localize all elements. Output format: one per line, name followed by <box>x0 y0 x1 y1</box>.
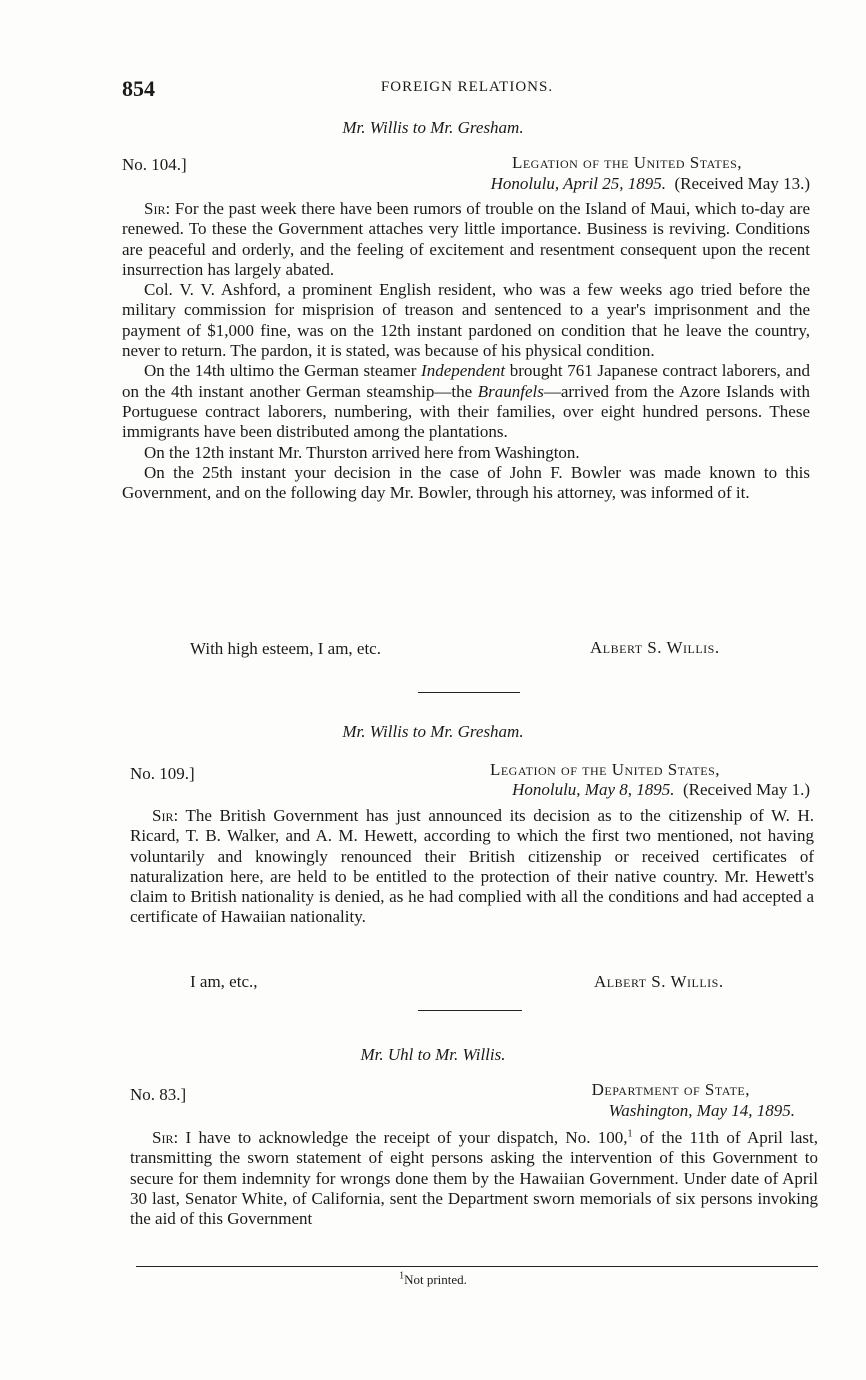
paragraph: Sir: The British Government has just announced its decision as to the citizenship of W. H. Ricard, T. B. Walker, and A. M. Hewett, according to which the first two mentioned, not having voluntarily and knowingly renounced their British citizenship or received certificates of naturalization here, are held to be entitled to the protection of their native country. Mr. Hewett's claim to British nationality is denied, as he had complied with all the conditions and had accepted a certificate of Hawaiian nationality. <box>130 806 814 927</box>
footnote-rule <box>136 1266 818 1267</box>
letter-3-body <box>130 1128 818 1229</box>
letter-1-closing: With high esteem, I am, etc. <box>190 639 381 658</box>
letter-1-number: No. 104.] <box>122 155 187 174</box>
letter-2-office: Legation of the United States, <box>489 760 720 779</box>
letter-1-dateline <box>300 174 810 194</box>
letter-1-signature: Albert S. Willis. <box>590 638 720 657</box>
salutation: Sir: <box>144 199 171 218</box>
page-header <box>122 76 812 106</box>
paragraph: Col. V. V. Ashford, a prominent English resident, who was a few weeks ago tried before the military commission for misprision of treason and sentenced to a year's imprisonment and the payment of $1,000 fine, was on the 12th instant pardoned on condition that he leave the country, never to return. The pardon, it is stated, was because of his physical condition. <box>122 280 810 361</box>
letter-2-place-date: Honolulu, May 8, 1895. <box>512 780 675 799</box>
letter-1-body <box>122 199 810 503</box>
paragraph: Sir: I have to acknowledge the receipt of your dispatch, No. 100,$^1$ of the 11th of April last, transmitting the sworn statement of eight persons asking the intervention of this Government to secure for them indemnity for wrongs done them by the Hawaiian Government. Under date of April 30 last, Senator White, of California, sent the Department sworn memorials of six persons invoking the aid of this Government <box>130 1128 819 1229</box>
letter-3-heading: Mr. Uhl to Mr. Willis. <box>360 1045 506 1064</box>
letter-3-dateline <box>450 1101 795 1121</box>
salutation: Sir: <box>152 1128 179 1147</box>
letter-3-place-date: Washington, May 14, 1895. <box>608 1101 795 1120</box>
letter-1-office: Legation of the United States, <box>511 153 742 172</box>
letter-1-place-date: Honolulu, April 25, 1895. <box>490 174 667 193</box>
divider <box>418 692 520 693</box>
letter-2-number: No. 109.] <box>130 764 195 783</box>
divider <box>418 1010 522 1011</box>
paragraph: Sir: For the past week there have been rumors of trouble on the Island of Maui, which to-day are renewed. To these the Government attaches very little importance. Business is reviving. Conditions are peaceful and orderly, and the feeling of excitement and resentment consequent upon the recent insurrection has largely abated. <box>122 199 811 279</box>
footnote-text: Not printed. <box>404 1272 467 1287</box>
letter-2-heading: Mr. Willis to Mr. Gresham. <box>342 722 524 741</box>
letter-3-office: Department of State, <box>591 1080 750 1099</box>
salutation: Sir: <box>152 806 179 825</box>
letter-2-body <box>130 806 814 928</box>
letter-2-signature: Albert S. Willis. <box>594 972 724 991</box>
letter-2-closing: I am, etc., <box>190 972 258 991</box>
letter-1-received: (Received May 13.) <box>674 174 810 193</box>
footnote-marker: 1 <box>627 1128 633 1140</box>
paragraph: On the 14th ultimo the German steamer Independent brought 761 Japanese contract laborers, and on the 4th instant another German steamship—the Braunfels—arrived from the Azore Islands with Portuguese contract laborers, numbering, with their families, over eight hundred persons. These immigrants have been distributed among the plantations. <box>122 361 810 442</box>
letter-2-received: (Received May 1.) <box>683 780 810 799</box>
letter-1-heading: Mr. Willis to Mr. Gresham. <box>342 118 524 137</box>
page-number: 854 <box>122 76 155 101</box>
letter-3-number: No. 83.] <box>130 1085 187 1104</box>
running-title: FOREIGN RELATIONS. <box>380 79 554 95</box>
footnote-number: 1 <box>399 1270 405 1282</box>
letter-2-dateline <box>300 780 810 800</box>
footnote <box>0 1272 866 1288</box>
paragraph: On the 12th instant Mr. Thurston arrived here from Washington. <box>144 442 580 462</box>
paragraph: On the 25th instant your decision in the case of John F. Bowler was made known to this Government, and on the following day Mr. Bowler, through his attorney, was informed of it. <box>122 462 810 503</box>
